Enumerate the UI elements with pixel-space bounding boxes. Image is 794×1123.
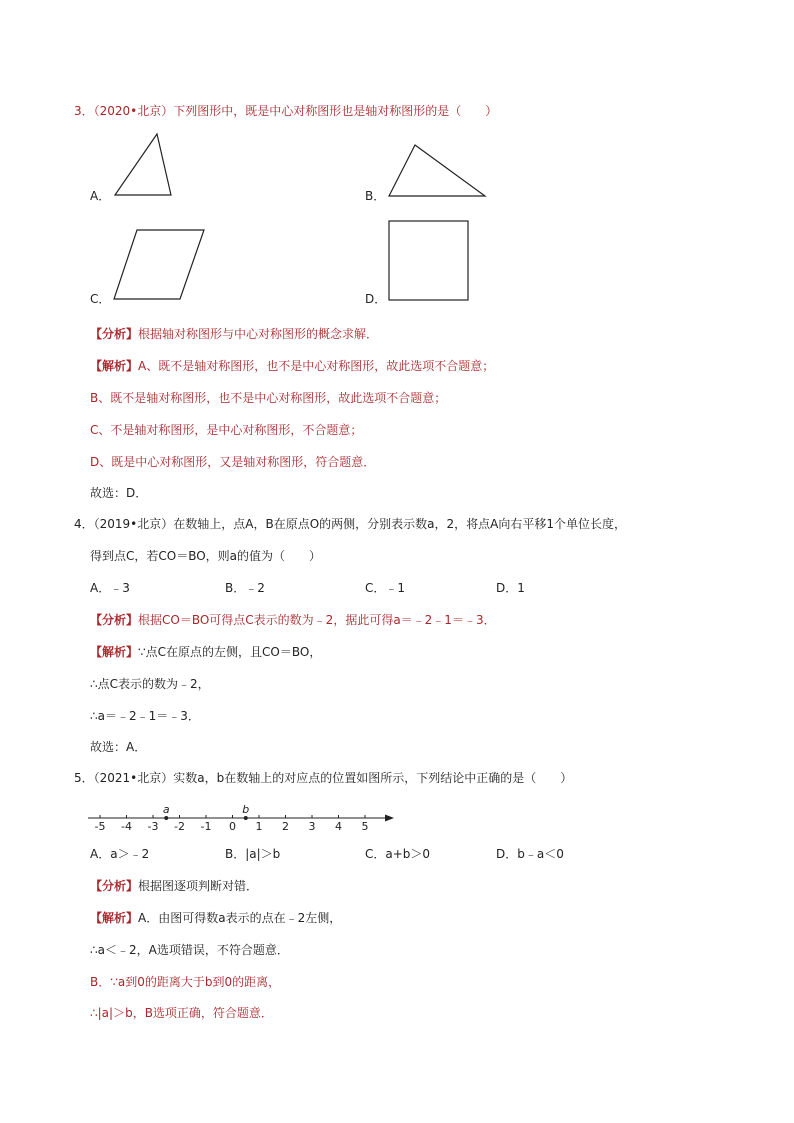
number-line-point-b-label: b — [242, 803, 250, 816]
number-line-tick-label: 5 — [361, 820, 369, 833]
q5-analysis-tag: 【分析】 — [90, 879, 139, 893]
q4-analysis — [90, 612, 496, 628]
q5-option-b: B．|a|＞b — [225, 847, 281, 861]
q4-solution-line-2: ∴点C表示的数为﹣2， — [90, 677, 210, 691]
number-line-tick-label: 4 — [335, 820, 342, 833]
q4-stem-line-1: 4．（2019•北京）在数轴上，点A，B在原点O的两侧，分别表示数a，2，将点A向右平移1个单位长度， — [74, 517, 626, 531]
q3-option-a-figure — [114, 133, 174, 197]
number-line-tick-label: -1 — [200, 820, 212, 833]
number-line-tick-label: 2 — [282, 820, 289, 833]
q5-option-a: A．a＞﹣2 — [90, 847, 150, 861]
q5-solution-text-1: A．由图可得数a表示的点在﹣2左侧， — [138, 911, 342, 925]
q3-analysis-text: 根据轴对称图形与中心对称图形的概念求解． — [138, 327, 379, 341]
number-line-point-b — [244, 816, 248, 820]
q3-solution-line-2: B、既不是轴对称图形，也不是中心对称图形，故此选项不合题意； — [90, 391, 447, 405]
number-line-tick-label: -3 — [147, 820, 159, 833]
q5-stem: 5．（2021•北京）实数a，b在数轴上的对应点的位置如图所示，下列结论中正确的是（ ） — [74, 771, 573, 785]
q5-solution-line-4: ∴|a|＞b，B选项正确，符合题意． — [90, 1006, 273, 1020]
number-line-tick-label: -5 — [94, 820, 106, 833]
q5-analysis — [90, 878, 258, 894]
q4-option-d: D．1 — [496, 581, 525, 595]
q5-option-c: C．a+b＞0 — [365, 847, 431, 861]
q3-stem: 3．（2020•北京）下列图形中，既是中心对称图形也是轴对称图形的是（ ） — [74, 104, 498, 118]
q5-option-d: D．b﹣a＜0 — [496, 847, 564, 861]
q3-solution-line-1 — [90, 358, 494, 374]
q4-stem-line-2: 得到点C，若CO＝BO，则a的值为（ ） — [90, 549, 322, 563]
q5-solution-line-2: ∴a＜﹣2，A选项错误，不符合题意． — [90, 943, 289, 957]
q4-option-c: C．﹣1 — [365, 581, 406, 595]
q5-solution-line-3: B．∵a到0的距离大于b到0的距离， — [90, 975, 281, 989]
q3-option-a-label: A． — [90, 189, 111, 203]
number-line-tick-label: -4 — [121, 820, 132, 833]
q4-solution-line-3: ∴a＝﹣2﹣1＝﹣3． — [90, 709, 200, 723]
q3-option-d-figure — [388, 220, 470, 302]
q3-solution-line-4: D、既是中心对称图形，又是轴对称图形，符合题意． — [90, 455, 376, 469]
q4-answer: 故选：A． — [90, 740, 147, 754]
q4-solution-tag: 【解析】 — [90, 645, 139, 659]
number-line-tick-label: 3 — [308, 820, 316, 833]
q4-analysis-tag: 【分析】 — [90, 613, 139, 627]
q4-option-a: A．﹣3 — [90, 581, 130, 595]
q3-solution-tag: 【解析】 — [90, 359, 139, 373]
q3-option-b-figure — [388, 144, 488, 198]
q3-option-d-label: D． — [365, 292, 387, 306]
number-line-tick-label: 1 — [255, 820, 263, 833]
q3-option-b-label: B． — [365, 189, 386, 203]
q5-solution-tag: 【解析】 — [90, 911, 139, 925]
q3-analysis-tag: 【分析】 — [90, 327, 139, 341]
q5-analysis-text: 根据图逐项判断对错． — [138, 879, 259, 893]
number-line-tick-label: 0 — [229, 820, 236, 833]
q4-solution-text-1: ∵点C在原点的左侧，且CO＝BO， — [138, 645, 322, 659]
q3-solution-text-1: A、既不是轴对称图形，也不是中心对称图形，故此选项不合题意； — [138, 359, 495, 373]
q3-answer: 故选：D． — [90, 486, 148, 500]
number-line-tick-label: -2 — [174, 820, 185, 833]
q3-option-c-label: C． — [90, 292, 111, 306]
q3-analysis — [90, 326, 378, 342]
q5-number-line — [88, 800, 398, 844]
number-line-point-a-label: a — [162, 803, 170, 816]
q4-solution-line-1 — [90, 644, 321, 660]
number-line-arrow-icon — [385, 815, 394, 822]
q3-option-c-figure — [113, 229, 205, 301]
number-line-point-a — [164, 816, 168, 820]
q4-analysis-text: 根据CO＝BO可得点C表示的数为﹣2，据此可得a＝﹣2﹣1＝﹣3． — [138, 613, 496, 627]
q5-solution-line-1 — [90, 910, 341, 926]
q4-option-b: B．﹣2 — [225, 581, 265, 595]
q3-solution-line-3: C、不是轴对称图形，是中心对称图形，不合题意； — [90, 423, 363, 437]
